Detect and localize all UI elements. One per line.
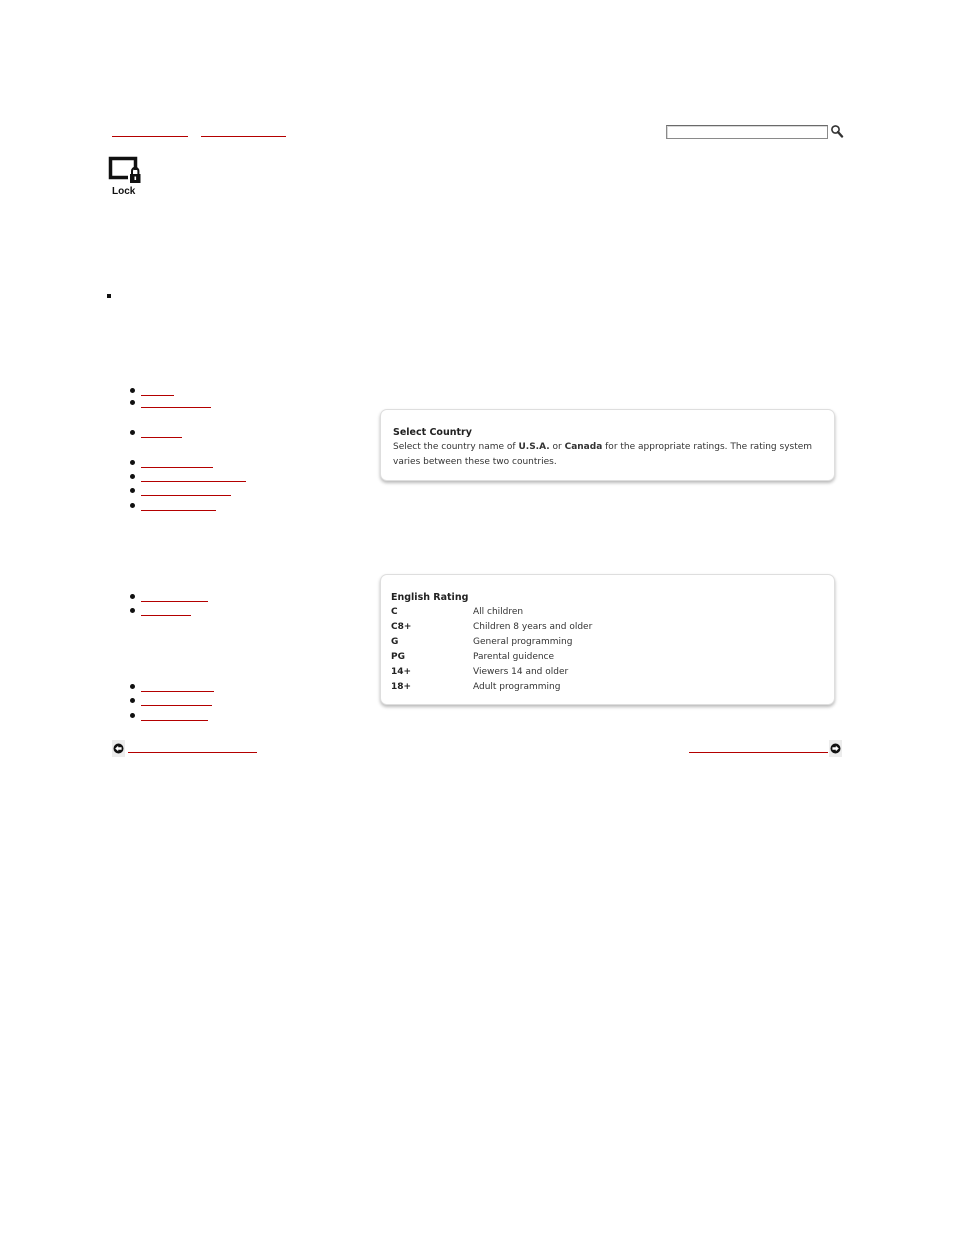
list-link[interactable] [141,590,208,602]
bullet-dot [130,698,135,703]
select-country-text: Select the country name of U.S.A. or Canada for the appropriate ratings. The rating system varies between these two countries. [393,442,813,467]
search-button[interactable] [830,123,844,137]
list-link[interactable] [141,694,212,706]
list-link[interactable] [141,499,216,511]
rating-row [391,605,821,620]
search-icon [830,124,844,138]
select-country-title: Select Country [393,427,472,438]
bullet-dot [130,388,135,393]
bullet-dot [130,684,135,689]
bullet-dot [130,608,135,613]
rating-desc: All children [473,607,524,617]
list-link[interactable] [141,456,213,468]
rating-row [391,665,821,680]
list-link[interactable] [141,470,246,482]
rating-code: 14+ [391,667,412,677]
list-link[interactable] [141,384,174,396]
bullet-dot [130,713,135,718]
lock-label: Lock [112,186,136,197]
section-bullet [107,294,111,298]
usa-option: U.S.A. [518,442,550,452]
bullet-dot [130,503,135,508]
bullet-dot [130,594,135,599]
bullet-dot [130,488,135,493]
rating-code: PG [391,652,405,662]
previous-arrow-icon [113,743,124,754]
rating-row [391,635,821,650]
list-link[interactable] [141,604,191,616]
rating-code: G [391,637,399,647]
previous-button[interactable] [112,740,125,757]
bullet-dot [130,474,135,479]
rating-desc: Parental guidence [473,652,555,662]
canada-option: Canada [564,442,603,452]
search-input[interactable] [666,125,828,139]
rating-desc: Viewers 14 and older [473,667,569,677]
bullet-dot [130,400,135,405]
select-country-card [380,409,835,481]
english-rating-title: English Rating [391,592,469,603]
list-link[interactable] [141,426,182,438]
english-rating-card [380,574,835,705]
bullet-dot [130,430,135,435]
rating-desc: Children 8 years and older [473,622,593,632]
next-link[interactable] [689,752,828,753]
list-link[interactable] [141,396,211,408]
rating-code: C8+ [391,622,412,632]
bullet-dot [130,460,135,465]
list-link[interactable] [141,709,208,721]
rating-row [391,620,821,635]
next-button[interactable] [829,740,842,757]
rating-desc: Adult programming [473,682,561,692]
top-link-2[interactable] [201,136,286,137]
rating-row [391,650,821,665]
list-link[interactable] [141,484,231,496]
list-link[interactable] [141,680,214,692]
previous-link[interactable] [128,752,257,753]
top-link-1[interactable] [112,136,188,137]
rating-desc: General programming [473,637,573,647]
next-arrow-icon [830,743,841,754]
rating-code: 18+ [391,682,412,692]
rating-code: C [391,607,398,617]
rating-row [391,680,821,695]
